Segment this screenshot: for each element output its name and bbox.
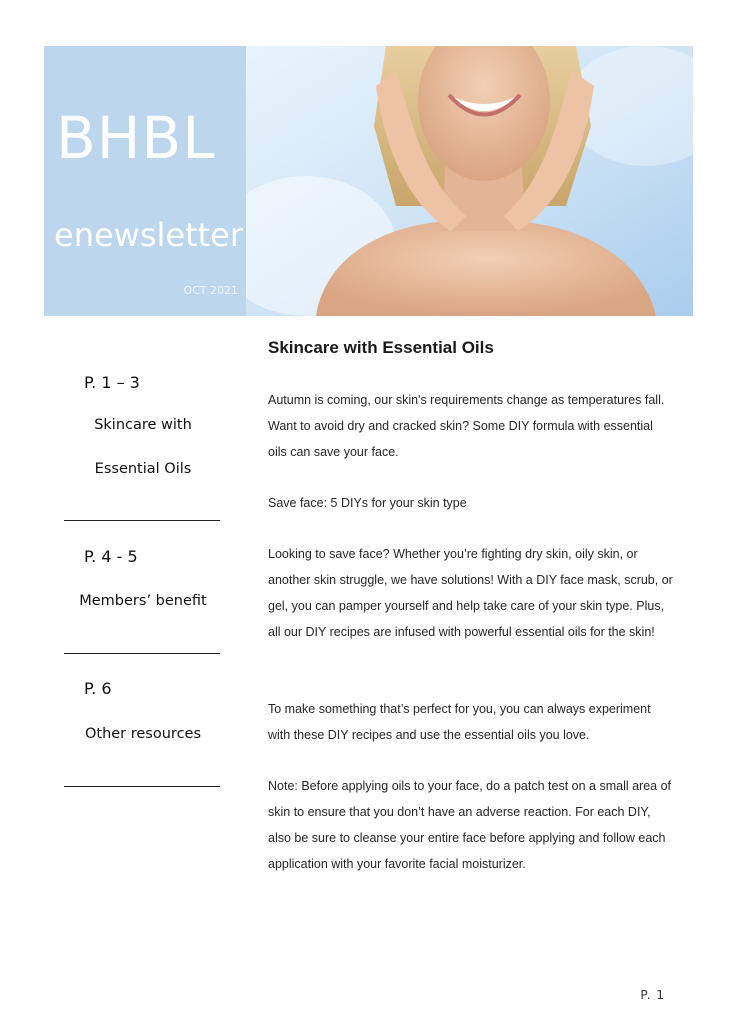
article-paragraph-solutions: Looking to save face? Whether you’re fighting dry skin, oily skin, or another skin struggle, we have solutions! With a DIY face mask, scrub, or gel, you can pamper yourself and help take care of your skin type. Plus, all our DIY recipes are infused with powerful essential oils for the skin! [268, 547, 673, 639]
toc-divider [64, 653, 220, 654]
issue-date: OCT 2021 [183, 284, 238, 297]
brand-title: BHBL [56, 104, 216, 172]
article [268, 338, 678, 871]
toc-title-skincare-line1[interactable]: Skincare with [94, 417, 192, 433]
article-paragraph-intro: Autumn is coming, our skin's requirements change as temperatures fall. Want to avoid dry and cracked skin? Some DIY formula with essential oils can save your face. [268, 393, 665, 459]
article-title: Skincare with Essential Oils [268, 338, 494, 357]
toc-title-other-resources[interactable]: Other resources [84, 726, 202, 742]
toc-pages-3: P. 6 [84, 679, 112, 698]
newsletter-subtitle: enewsletter [54, 216, 244, 254]
brand-panel [44, 46, 246, 316]
toc-title-skincare-line2[interactable]: Essential Oils [94, 461, 192, 477]
article-paragraph-note: Note: Before applying oils to your face, do a patch test on a small area of skin to ensure that you don’t have an adverse reaction. For each DIY, also be sure to cleanse your entire face before applying and follow each application with your favorite facial moisturizer. [268, 779, 672, 871]
toc-pages-1: P. 1 – 3 [84, 373, 140, 392]
article-subheading: Save face: 5 DIYs for your skin type [268, 496, 467, 510]
toc-divider [64, 520, 220, 521]
toc-pages-2: P. 4 - 5 [84, 547, 138, 566]
toc-title-members-benefit[interactable]: Members’ benefit [79, 593, 207, 609]
toc-divider [64, 786, 220, 787]
article-paragraph-experiment: To make something that’s perfect for you, you can always experiment with these DIY recipes and use the essential oils you love. [268, 702, 651, 742]
woman-face-photo [246, 46, 693, 316]
header-banner [44, 46, 693, 316]
page-number: P. 1 [640, 988, 665, 1002]
